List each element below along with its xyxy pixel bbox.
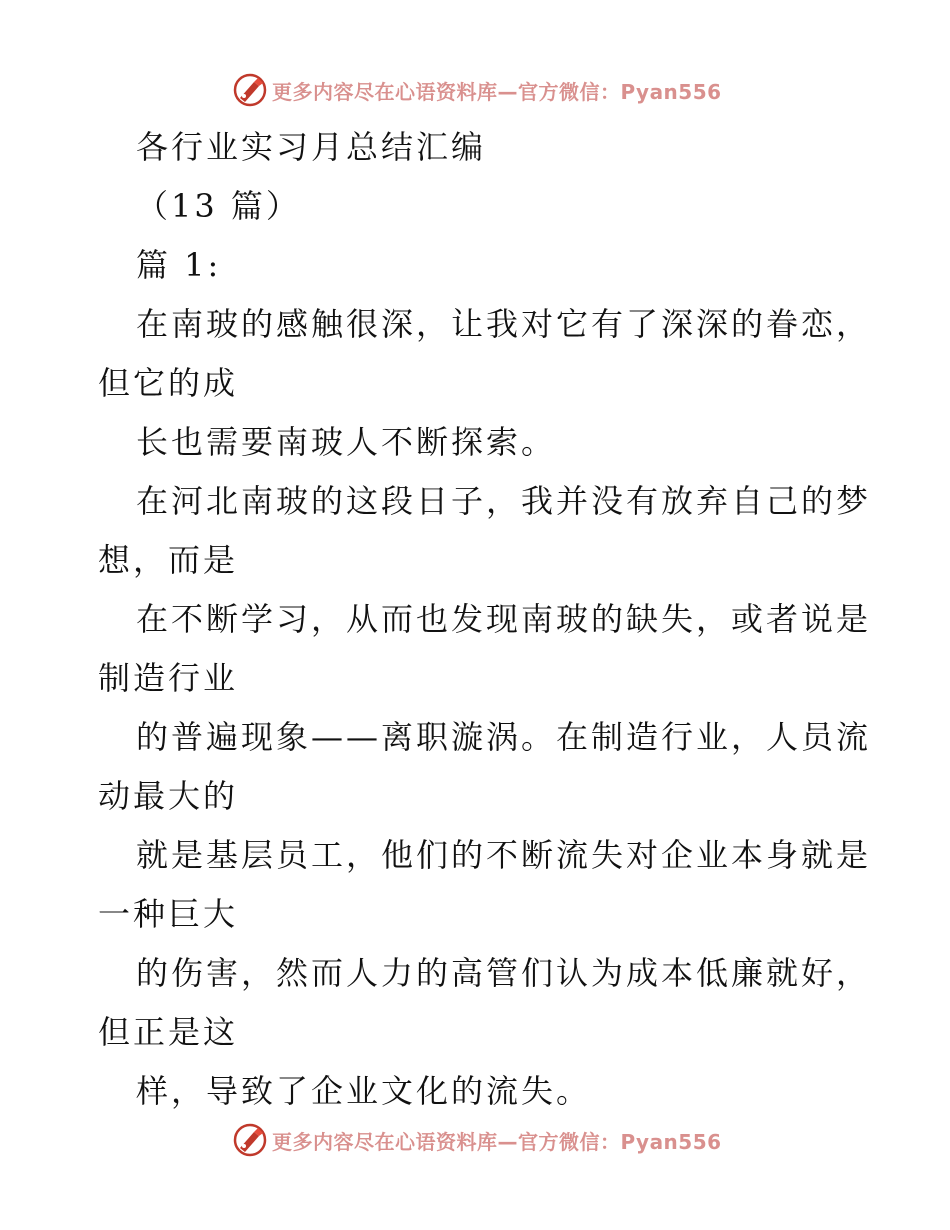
paragraph-line: 在南玻的感触很深，让我对它有了深深的眷恋， <box>136 305 872 343</box>
paragraph-line: 动最大的 <box>98 777 239 815</box>
document-body <box>98 118 872 1121</box>
paragraph-line: 长也需要南玻人不断探索。 <box>136 423 557 461</box>
pen-logo-icon <box>232 1122 268 1158</box>
paragraph-line: 一种巨大 <box>98 895 239 933</box>
document-count: （13 篇） <box>136 187 301 225</box>
header-banner-text: 更多内容尽在心语资料库—官方微信：Pyan556 <box>272 79 722 104</box>
paragraph-line: 的普遍现象——离职漩涡。在制造行业，人员流 <box>136 718 872 756</box>
paragraph-line: 但它的成 <box>98 364 239 402</box>
header-banner <box>232 70 752 110</box>
footer-banner-text: 更多内容尽在心语资料库—官方微信：Pyan556 <box>272 1129 722 1154</box>
paragraph-line: 在不断学习，从而也发现南玻的缺失，或者说是 <box>136 600 872 638</box>
paragraph-line: 样，导致了企业文化的流失。 <box>136 1072 592 1110</box>
paragraph-line: 想，而是 <box>98 541 239 579</box>
paragraph-line: 的伤害，然而人力的高管们认为成本低廉就好， <box>136 954 872 992</box>
paragraph-line: 制造行业 <box>98 659 239 697</box>
pen-logo-icon <box>232 72 268 108</box>
section-heading: 篇 1: <box>136 246 222 284</box>
paragraph-line: 但正是这 <box>98 1013 239 1051</box>
paragraph-line: 就是基层员工，他们的不断流失对企业本身就是 <box>136 836 872 874</box>
document-title: 各行业实习月总结汇编 <box>136 128 487 166</box>
paragraph-line: 在河北南玻的这段日子，我并没有放弃自己的梦 <box>136 482 872 520</box>
footer-banner <box>232 1120 752 1160</box>
